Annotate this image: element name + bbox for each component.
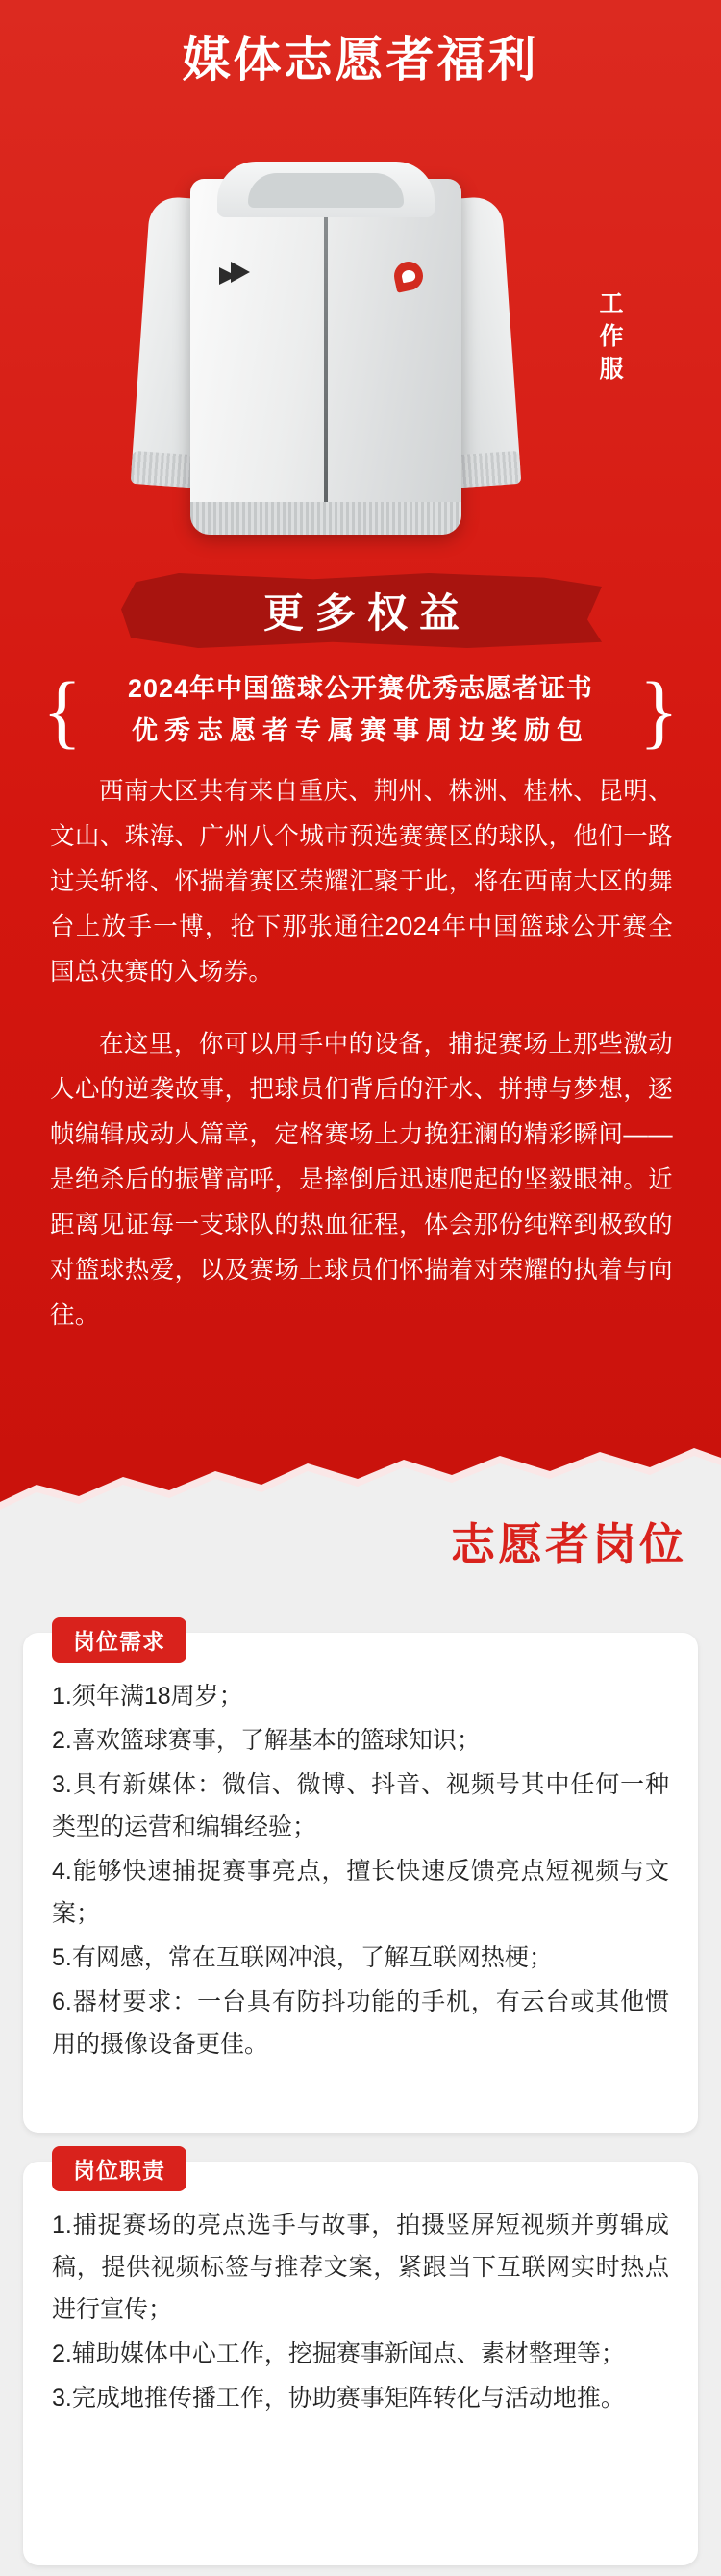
- duties-card: [23, 2158, 698, 2565]
- list-item: 1.须年满18周岁；: [52, 1683, 243, 1710]
- intro-paragraph: 在这里，你可以用手中的设备，捕捉赛场上那些激动人心的逆袭故事，把球员们背后的汗水、拼搏与梦想，逐帧编辑成动人篇章，定格赛场上力挽狂澜的精彩瞬间——是绝杀后的振臂高呼，是摔倒后迅速爬起的坚毅眼神。近距离见证每一支球队的热血征程，体会那份纯粹到极致的对篮球热爱，以及赛场上球员们怀揣着对荣耀的执着与向往。: [50, 1031, 673, 1329]
- benefit-line-1: 2024年中国篮球公开赛优秀志愿者证书: [127, 674, 594, 703]
- benefits-list: [29, 663, 692, 760]
- brace-right-icon: }: [638, 664, 679, 757]
- cba-emblem-icon: [391, 259, 426, 293]
- duties-badge: 岗位职责: [52, 2146, 186, 2191]
- zipper-icon: [324, 179, 328, 535]
- list-item: 6.器材要求：一台具有防抖功能的手机，有云台或其他惯用的摄像设备更佳。: [52, 1988, 669, 2058]
- intro-paragraphs: [50, 769, 673, 1365]
- jacket-body: [190, 179, 461, 535]
- jacket-illustration: [125, 135, 529, 558]
- brace-left-icon: {: [42, 664, 83, 757]
- page-title: 媒体志愿者福利: [182, 33, 539, 87]
- jacket-label: 工作服: [599, 290, 626, 383]
- list-item: 3.完成地推传播工作，协助赛事矩阵转化与活动地推。: [52, 2385, 625, 2412]
- positions-title: 志愿者岗位: [451, 1519, 686, 1569]
- benefits-banner: [121, 573, 602, 648]
- list-item: 4.能够快速捕捉赛事亮点，擅长快速反馈亮点短视频与文案；: [52, 1858, 669, 1927]
- duties-list: [23, 2162, 698, 2419]
- benefit-line-2: 优秀志愿者专属赛事周边奖励包: [132, 716, 589, 745]
- chevron-logo-icon: [219, 260, 252, 287]
- jacket-collar-inner: [248, 173, 404, 208]
- list-item: 3.具有新媒体：微信、微博、抖音、视频号其中任何一种类型的运营和编辑经验；: [52, 1771, 669, 1840]
- intro-paragraph: 西南大区共有来自重庆、荆州、株洲、桂林、昆明、文山、珠海、广州八个城市预选赛赛区的球队，他们一路过关斩将、怀揣着赛区荣耀汇聚于此，将在西南大区的舞台上放手一博，抢下那张通往2024年中国篮球公开赛全国总决赛的入场券。: [50, 778, 673, 986]
- list-item: 5.有网感，常在互联网冲浪，了解互联网热梗；: [52, 1944, 553, 1971]
- benefits-banner-text: 更多权益: [262, 590, 471, 636]
- requirements-card: [23, 1629, 698, 2133]
- requirements-list: [23, 1633, 698, 2065]
- list-item: 1.捕捉赛场的亮点选手与故事，拍摄竖屏短视频并剪辑成稿，提供视频标签与推荐文案，紧跟当下互联网实时热点进行宣传；: [52, 2212, 669, 2323]
- jacket-hem: [190, 502, 461, 535]
- list-item: 2.喜欢篮球赛事，了解基本的篮球知识；: [52, 1727, 481, 1754]
- requirements-badge: 岗位需求: [52, 1617, 186, 1663]
- list-item: 2.辅助媒体中心工作，挖掘赛事新闻点、素材整理等；: [52, 2340, 625, 2367]
